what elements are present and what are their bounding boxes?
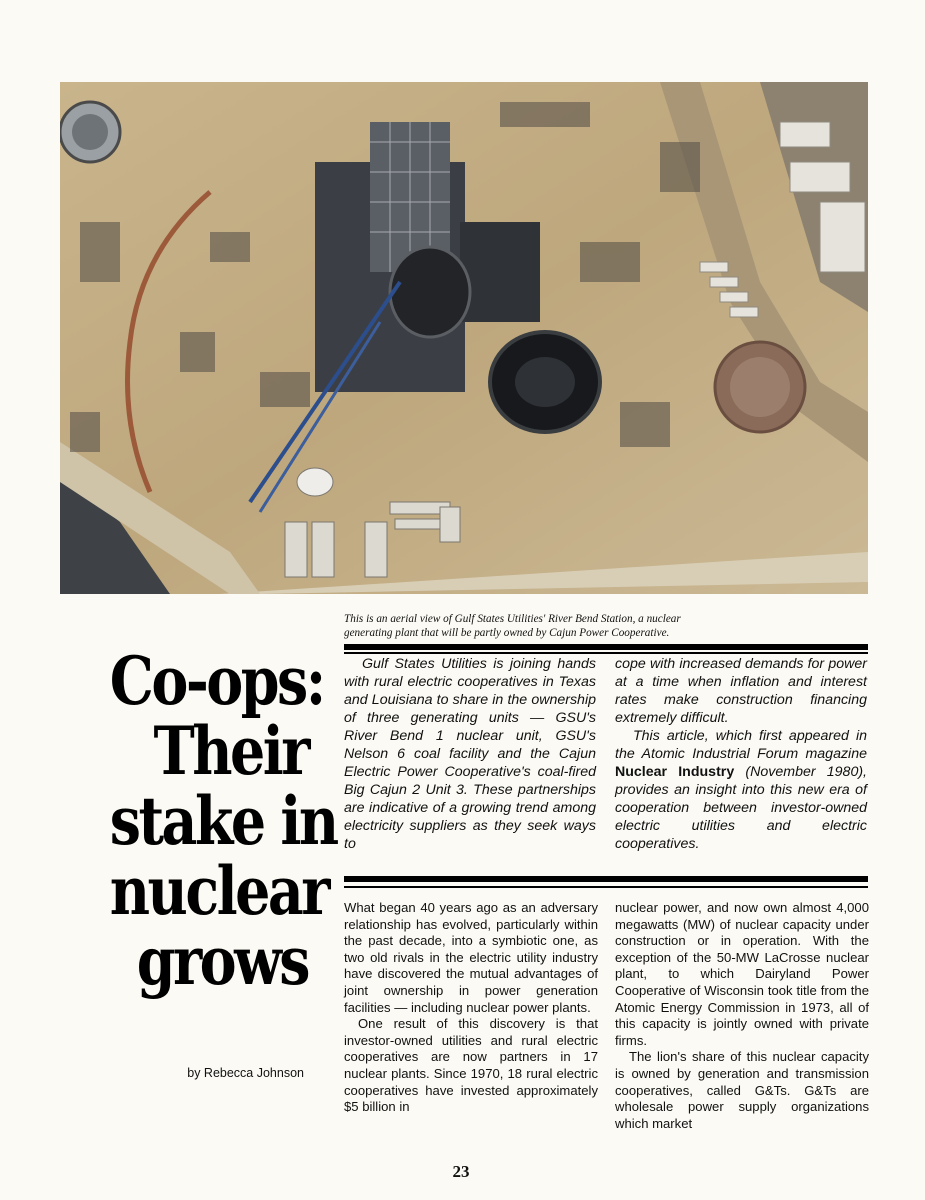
intro-paragraph: cope with increased demands for power at a time when inflation and interest rates make construction financing extremely difficult. xyxy=(615,656,867,726)
body-paragraph: The lion's share of this nuclear capacity is owned by generation and transmission cooperatives, called G&Ts. G&Ts are wholesale power supply organizations which market xyxy=(615,1049,869,1131)
body-paragraph: nuclear power, and now own almost 4,000 megawatts (MW) of nuclear capacity under construction or in operation. With the exception of the 50-MW LaCrosse nuclear plant, to which Dairyland Power Cooperative of Wisconsin took title from the Atomic Energy Commission in 1973, all of this capacity is jointly owned with private firms. xyxy=(615,900,869,1048)
intro-paragraph: Gulf States Utilities is joining hands with rural electric cooperatives in Texas and Louisiana to share in the ownership of three generating units — GSU's River Bend 1 nuclear unit, GSU's Nelson 6 coal facility and the Cajun Electric Power Cooperative's coal-fired Big Cajun 2 Unit 3. These partnerships are indicative of a growing trend among electricity suppliers as they seek ways to xyxy=(344,656,596,852)
intro-column-right xyxy=(615,655,867,853)
author-byline: by Rebecca Johnson xyxy=(187,1066,304,1080)
body-paragraph: One result of this discovery is that investor-owned utilities and rural electric cooperatives are now partners in 17 nuclear plants. Since 1970, 18 rural electric cooperatives have invested approximately $5 billion in xyxy=(344,1016,598,1115)
intro-text: This article, which first appeared in the Atomic Industrial Forum magazine xyxy=(615,728,867,762)
page-number: 23 xyxy=(452,1162,470,1181)
photo-caption xyxy=(344,612,864,640)
magazine-title: Nuclear Industry xyxy=(615,764,735,780)
intro-paragraph xyxy=(615,727,867,853)
divider-rule xyxy=(344,876,868,882)
photo-illustration xyxy=(60,82,868,594)
caption-line: This is an aerial view of Gulf States Utilities' River Bend Station, a nuclear xyxy=(344,613,681,625)
headline-line: nuclear xyxy=(109,852,328,930)
divider-rule xyxy=(344,652,868,654)
body-column-right xyxy=(615,900,869,1132)
intro-text: (November 1980), provides an insight into this new era of cooperation between investor-owned electric utilities and electric cooperatives. xyxy=(615,764,867,852)
caption-line: generating plant that will be partly owned by Cajun Power Cooperative. xyxy=(344,627,670,639)
intro-column-left xyxy=(344,655,596,853)
body-paragraph: What began 40 years ago as an adversary relationship has evolved, particularly within the past decade, into a symbiotic one, as two old rivals in the electric utility industry have discovered the mutual advantages of joint ownership in power generation facilities — including nuclear power plants. xyxy=(344,900,598,1015)
divider-rule xyxy=(344,644,868,650)
divider-rule xyxy=(344,886,868,888)
body-column-left xyxy=(344,900,598,1116)
headline-line: grows xyxy=(136,922,308,1000)
headline-line: Co-ops: xyxy=(109,642,324,720)
headline-line: stake in xyxy=(109,782,337,860)
aerial-construction-site-photo xyxy=(60,82,868,594)
article-headline xyxy=(72,642,337,1000)
headline-line: Their xyxy=(153,712,308,790)
